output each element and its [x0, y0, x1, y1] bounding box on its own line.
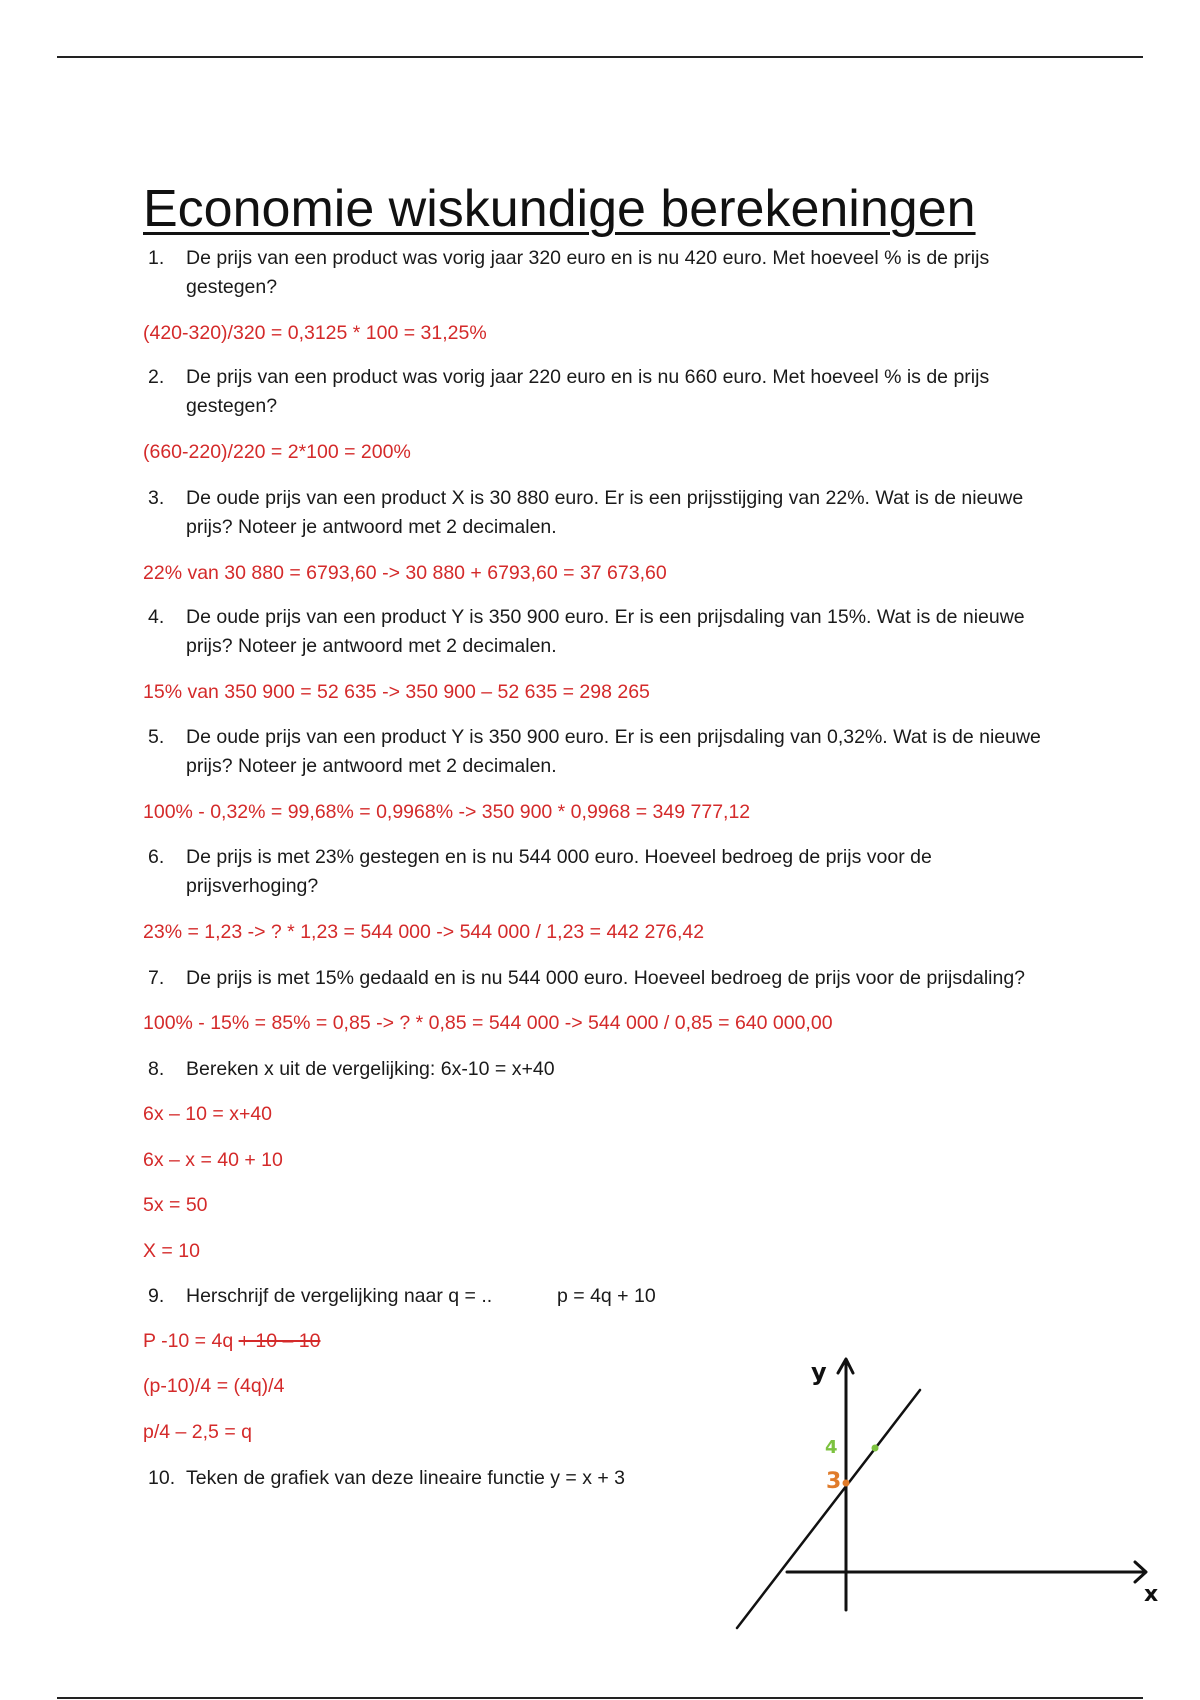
question-number: 3. — [148, 487, 165, 509]
answer-9-line-3: p/4 – 2,5 = q — [143, 1421, 252, 1443]
question-text: De prijs is met 23% gestegen en is nu 544 000 euro. Hoeveel bedroeg de prijs voor de prijsverhoging? — [186, 846, 932, 897]
answer-9-line-1 — [143, 1328, 320, 1354]
question-text: De oude prijs van een product Y is 350 900 euro. Er is een prijsdaling van 0,32%. Wat is de nieuwe prijs? Noteer je antwoord met 2 decimalen. — [186, 726, 1041, 777]
answer-8-line-1: 6x – 10 = x+40 — [143, 1103, 273, 1125]
answer-9-struck-text: + 10 – 10 — [238, 1330, 321, 1352]
answer-6: 23% = 1,23 -> ? * 1,23 = 544 000 -> 544 000 / 1,23 = 442 276,42 — [143, 921, 705, 943]
x-axis-label: x — [1144, 1582, 1159, 1607]
top-rule — [57, 56, 1143, 58]
question-number: 7. — [148, 967, 165, 989]
point-label: 4 — [825, 1437, 838, 1458]
question-number: 4. — [148, 606, 165, 628]
answer-1: (420-320)/320 = 0,3125 * 100 = 31,25% — [143, 322, 487, 344]
question-number: 2. — [148, 366, 165, 388]
answer-9-text: P -10 = 4q — [143, 1330, 239, 1352]
answer-4: 15% van 350 900 = 52 635 -> 350 900 – 52 635 = 298 265 — [143, 681, 650, 703]
question-8 — [148, 1055, 1068, 1084]
question-number: 10. — [148, 1467, 176, 1489]
question-4 — [148, 603, 1068, 660]
question-3 — [148, 484, 1068, 541]
answer-5: 100% - 0,32% = 99,68% = 0,9968% -> 350 900 * 0,9968 = 349 777,12 — [143, 801, 751, 823]
question-number: 5. — [148, 726, 165, 748]
question-text: De prijs is met 15% gedaald en is nu 544 000 euro. Hoeveel bedroeg de prijs voor de prijsdaling? — [186, 967, 1026, 989]
question-1 — [148, 244, 1068, 301]
bottom-rule — [57, 1697, 1143, 1699]
page-title: Economie wiskundige berekeningen — [143, 180, 976, 238]
answer-7: 100% - 15% = 85% = 0,85 -> ? * 0,85 = 544 000 -> 544 000 / 0,85 = 640 000,00 — [143, 1012, 833, 1034]
question-7 — [148, 964, 1108, 993]
question-number: 8. — [148, 1058, 165, 1080]
function-line — [737, 1390, 920, 1628]
question-6 — [148, 843, 1068, 900]
question-text: Teken de grafiek van deze lineaire functie y = x + 3 — [186, 1467, 626, 1489]
question-9-equation: p = 4q + 10 — [557, 1285, 656, 1307]
answer-8-line-3: 5x = 50 — [143, 1194, 208, 1216]
question-text: De oude prijs van een product X is 30 880 euro. Er is een prijsstijging van 22%. Wat is de nieuwe prijs? Noteer je antwoord met 2 decimalen. — [186, 487, 1024, 538]
answer-3: 22% van 30 880 = 6793,60 -> 30 880 + 6793,60 = 37 673,60 — [143, 562, 667, 584]
answer-8-line-2: 6x – x = 40 + 10 — [143, 1149, 283, 1171]
question-text: Bereken x uit de vergelijking: 6x-10 = x+40 — [186, 1058, 555, 1080]
question-2 — [148, 363, 1068, 420]
answer-2: (660-220)/220 = 2*100 = 200% — [143, 441, 411, 463]
sketch-point — [872, 1445, 879, 1452]
question-text: De prijs van een product was vorig jaar 220 euro en is nu 660 euro. Met hoeveel % is de prijs gestegen? — [186, 366, 990, 417]
question-text: De oude prijs van een product Y is 350 900 euro. Er is een prijsdaling van 15%. Wat is de nieuwe prijs? Noteer je antwoord met 2 decimalen. — [186, 606, 1025, 657]
line-graph-sketch — [725, 1348, 1175, 1638]
question-10 — [148, 1464, 708, 1493]
intercept-label: 3 — [826, 1469, 842, 1494]
question-9 — [148, 1282, 568, 1311]
answer-8-line-4: X = 10 — [143, 1240, 200, 1262]
question-5 — [148, 723, 1068, 780]
intercept-point — [843, 1480, 850, 1487]
y-axis-label: y — [811, 1358, 827, 1386]
question-number: 1. — [148, 247, 165, 269]
answer-9-line-2: (p-10)/4 = (4q)/4 — [143, 1375, 285, 1397]
question-text: De prijs van een product was vorig jaar 320 euro en is nu 420 euro. Met hoeveel % is de prijs gestegen? — [186, 247, 990, 298]
question-number: 6. — [148, 846, 165, 868]
question-number: 9. — [148, 1285, 165, 1307]
question-text: Herschrijf de vergelijking naar q = .. — [186, 1285, 493, 1307]
